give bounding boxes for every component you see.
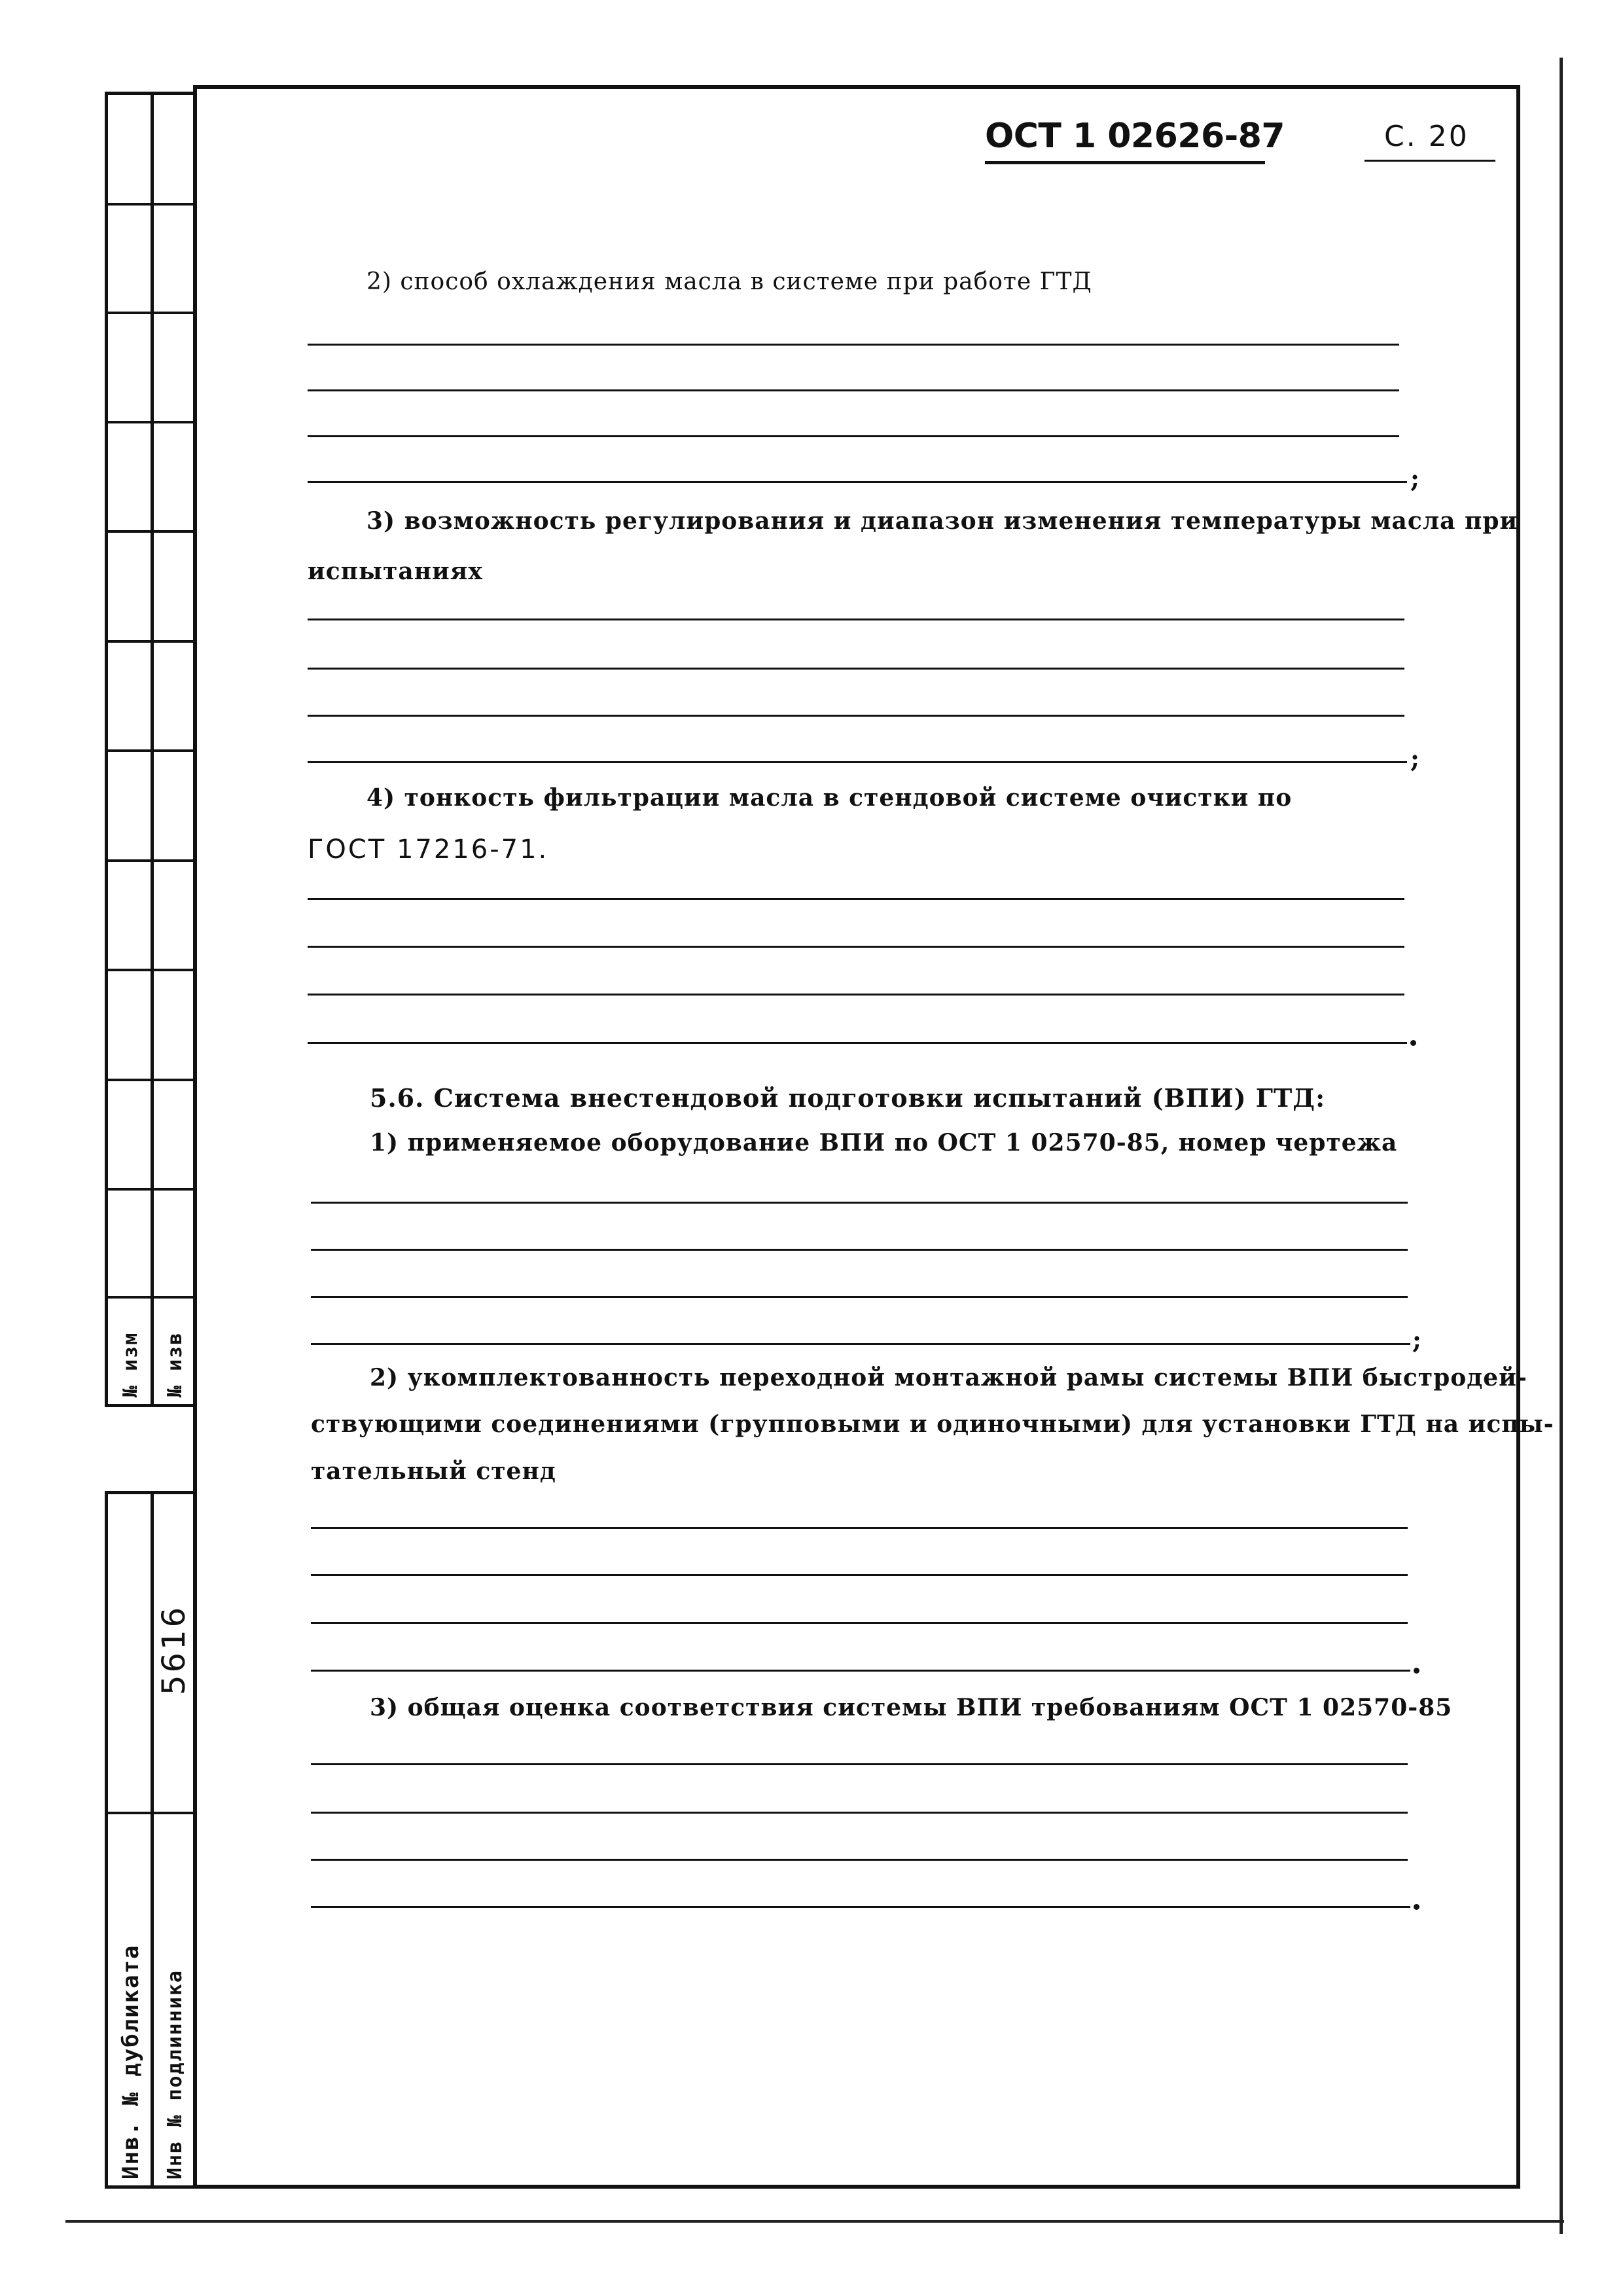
fill-line	[311, 1812, 1408, 1814]
stamp-label-duplicate-inventory: Инв. № дубликата	[118, 1944, 144, 2179]
stamp-row	[105, 640, 196, 643]
stamp-col-divider	[151, 1491, 154, 2189]
item-frame-completeness-line3: тательный стенд	[311, 1458, 556, 1485]
fill-line	[308, 1042, 1407, 1044]
line-end-period	[1410, 1040, 1416, 1046]
fill-line	[308, 435, 1399, 437]
fill-line	[311, 1670, 1410, 1672]
stamp-label-original-inventory: Инв № подлинника	[164, 1969, 187, 2179]
fill-line	[311, 1763, 1408, 1765]
document-code: ОСТ 1 02626-87	[985, 117, 1285, 156]
stamp-row	[105, 1079, 196, 1081]
item-frame-completeness-line2: ствующими соединениями (групповыми и одиночными) для установки ГТД на испы-	[311, 1410, 1554, 1438]
stamp-duplicate-value: 5616	[156, 1604, 192, 1695]
stamp-row	[105, 969, 196, 971]
stamp-row	[105, 312, 196, 314]
fill-line	[311, 1296, 1408, 1298]
line-end-semicolon: ;	[1410, 744, 1420, 773]
fill-line	[308, 898, 1404, 900]
item-overall-assessment: 3) общая оценка соответствия системы ВПИ требованиям ОСТ 1 02570-85	[370, 1694, 1453, 1721]
page-number-underline	[1364, 160, 1495, 162]
stamp-row	[105, 749, 196, 752]
fill-line	[311, 1249, 1408, 1251]
stamp-row	[105, 1296, 196, 1299]
line-end-semicolon: ;	[1410, 463, 1420, 493]
fill-line	[311, 1906, 1410, 1908]
document-code-underline	[985, 161, 1265, 164]
fill-line	[308, 619, 1404, 620]
stamp-row	[105, 530, 196, 533]
fill-line	[308, 389, 1399, 391]
section-5-6-heading: 5.6. Система внестендовой подготовки испытаний (ВПИ) ГТД:	[370, 1083, 1326, 1113]
fill-line	[311, 1202, 1408, 1204]
fill-line	[308, 761, 1407, 763]
item-filtration-line2: ГОСТ 17216-71.	[308, 834, 549, 865]
bottom-trim-line	[65, 2220, 1564, 2223]
item-filtration-line1: 4) тонкость фильтрации масла в стендовой системе очистки по	[366, 784, 1293, 812]
item-applied-equipment: 1) применяемое оборудование ВПИ по ОСТ 1 02570-85, номер чертежа	[370, 1129, 1398, 1157]
stamp-row	[105, 1188, 196, 1191]
fill-line	[308, 481, 1407, 483]
fill-line	[308, 994, 1404, 996]
stamp-row	[105, 203, 196, 206]
item-frame-completeness-line1: 2) укомплектованность переходной монтажной рамы системы ВПИ быстродей-	[370, 1364, 1527, 1391]
fill-line	[308, 946, 1404, 948]
stamp-label-notice-number: № изв	[164, 1331, 187, 1397]
fill-line	[308, 344, 1399, 346]
fill-line	[308, 668, 1404, 670]
fill-line	[311, 1527, 1408, 1529]
fill-line	[311, 1343, 1410, 1345]
stamp-row	[105, 421, 196, 423]
item-cooling-method: 2) способ охлаждения масла в системе при работе ГТД	[366, 268, 1092, 295]
fill-line	[311, 1859, 1408, 1861]
fill-line	[308, 715, 1404, 717]
stamp-label-change-number: № изм	[119, 1331, 142, 1397]
page-edge-line	[1560, 58, 1563, 2234]
stamp-row	[105, 859, 196, 862]
line-end-period	[1414, 1668, 1419, 1674]
fill-line	[311, 1574, 1408, 1576]
line-end-semicolon: ;	[1412, 1325, 1422, 1354]
item-temperature-regulation-line1: 3) возможность регулирования и диапазон изменения температуры масла при	[366, 507, 1518, 535]
stamp-row	[105, 1812, 196, 1814]
line-end-period	[1414, 1904, 1419, 1910]
page-number: С. 20	[1384, 120, 1469, 153]
item-temperature-regulation-line2: испытаниях	[308, 558, 483, 585]
fill-line	[311, 1622, 1408, 1624]
